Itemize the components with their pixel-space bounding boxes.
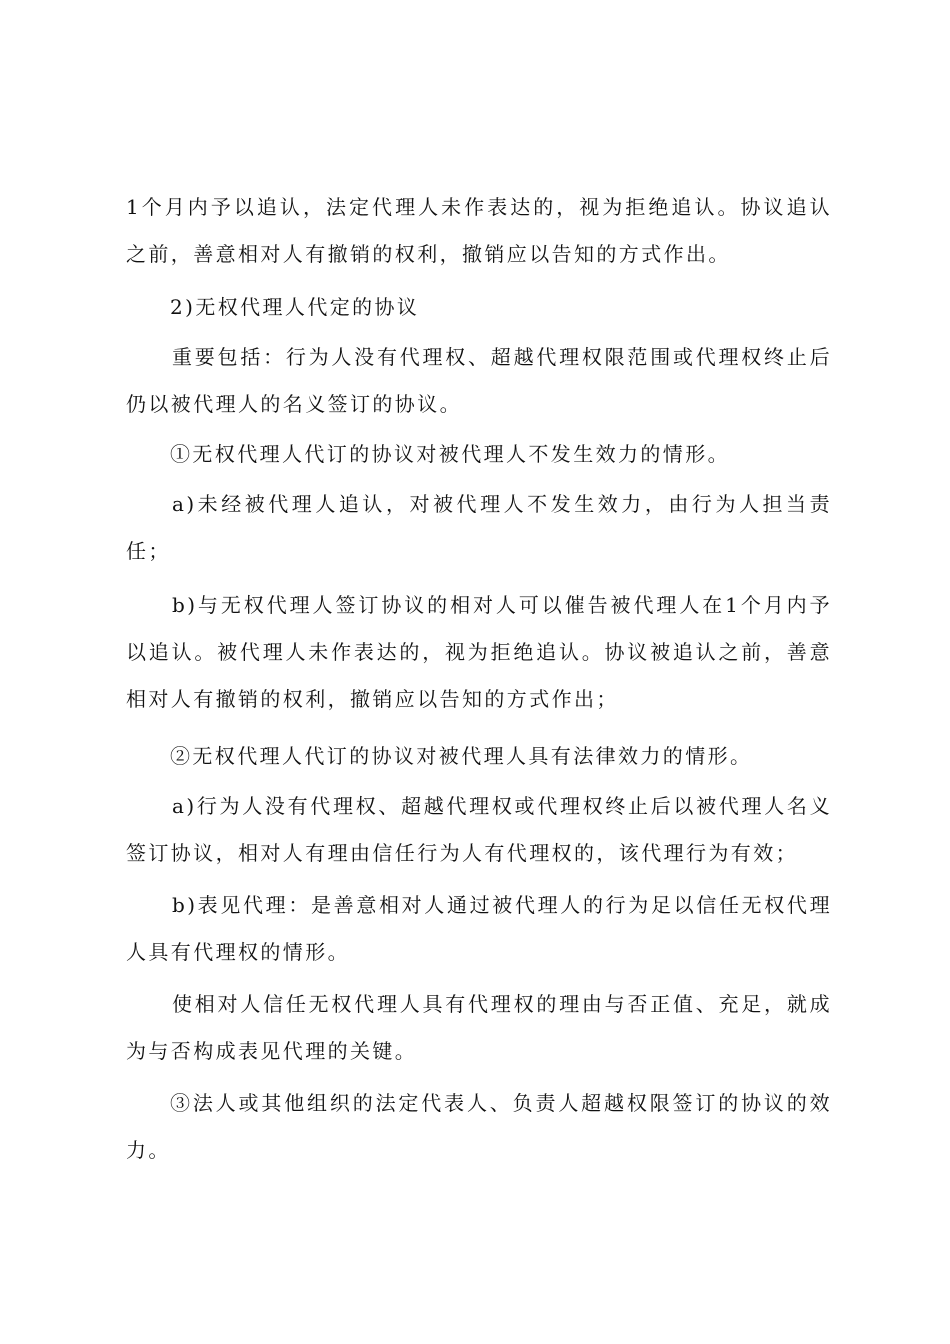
list-item-1: ①无权代理人代订的协议对被代理人不发生效力的情形。 — [170, 442, 730, 466]
list-item-1b: b)与无权代理人签订协议的相对人可以催告被代理人在1个月内予以追认。被代理人未作表达的，视为拒绝追认。协议被追认之前，善意相对人有撤销的权利，撤销应以告知的方式作出； — [126, 593, 832, 711]
list-item-3: ③法人或其他组织的法定代表人、负责人超越权限签订的协议的效力。 — [126, 1091, 832, 1162]
list-item-2: ②无权代理人代订的协议对被代理人具有法律效力的情形。 — [170, 744, 753, 768]
paragraph-main-cases: 重要包括：行为人没有代理权、超越代理权限范围或代理权终止后仍以被代理人的名义签订的协议。 — [126, 345, 832, 416]
list-item-2a: a)行为人没有代理权、超越代理权或代理权终止后以被代理人名义签订协议，相对人有理由信任行为人有代理权的，该代理行为有效； — [126, 794, 832, 865]
list-item-1a: a)未经被代理人追认，对被代理人不发生效力，由行为人担当责任； — [126, 492, 832, 563]
paragraph-key-point: 使相对人信任无权代理人具有代理权的理由与否正值、充足，就成为与否构成表见代理的关键。 — [126, 992, 832, 1063]
list-item-2b: b)表见代理：是善意相对人通过被代理人的行为足以信任无权代理人具有代理权的情形。 — [126, 893, 832, 964]
paragraph-continuation: 1个月内予以追认，法定代理人未作表达的，视为拒绝追认。协议追认之前，善意相对人有撤销的权利，撤销应以告知的方式作出。 — [126, 195, 832, 266]
section-heading-2: 2)无权代理人代定的协议 — [170, 295, 420, 319]
